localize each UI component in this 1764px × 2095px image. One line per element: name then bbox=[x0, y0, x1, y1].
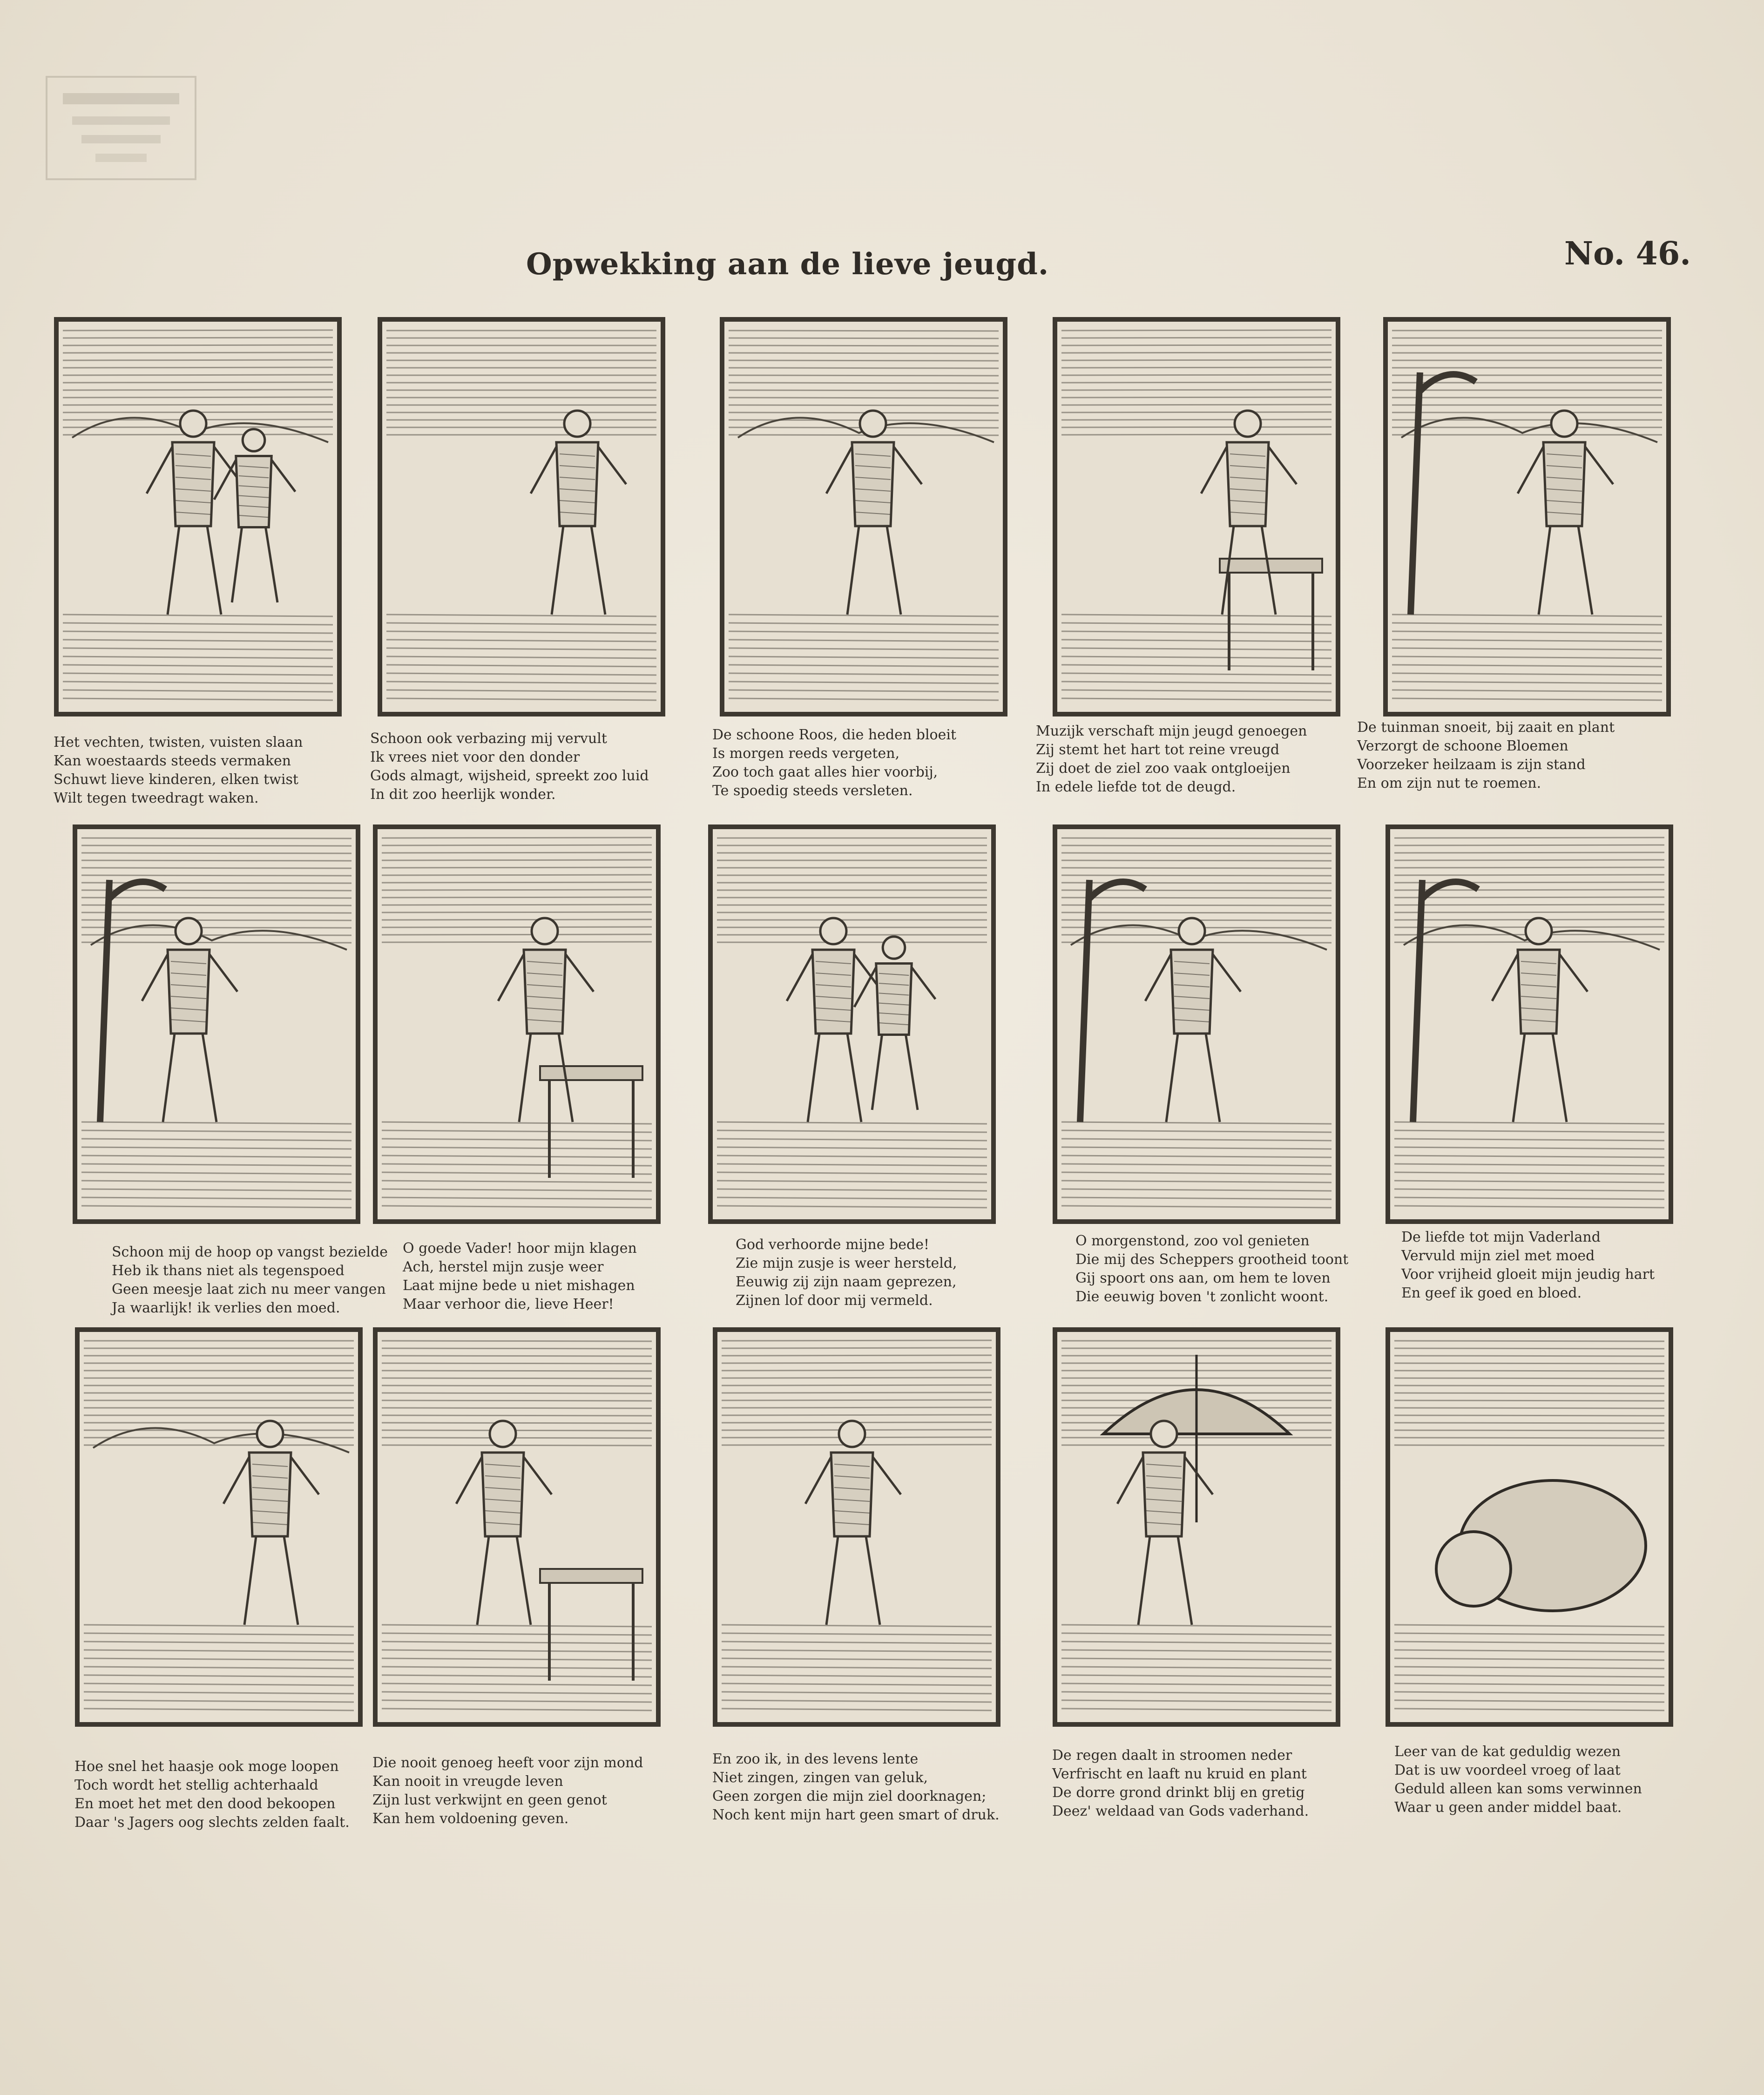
verse-line: De liefde tot mijn Vaderland bbox=[1401, 1229, 1601, 1245]
verse-line: Het vechten, twisten, vuisten slaan bbox=[54, 734, 303, 750]
verse-line: Te spoedig steeds versleten. bbox=[712, 783, 913, 799]
verse-line: Ach, herstel mijn zusje weer bbox=[403, 1259, 604, 1275]
verse-line: Gij spoort ons aan, om hem te loven bbox=[1075, 1270, 1331, 1286]
verse-line: Noch kent mijn hart geen smart of druk. bbox=[712, 1807, 1000, 1823]
verse-13 bbox=[712, 1750, 1034, 1825]
verse-line: Kan woestaards steeds vermaken bbox=[54, 753, 291, 769]
collection-stamp bbox=[44, 74, 198, 182]
verse-line: Voorzeker heilzaam is zijn stand bbox=[1357, 757, 1586, 773]
woodcut-12 bbox=[372, 1327, 661, 1727]
verse-line: Die eeuwig boven 't zonlicht woont. bbox=[1075, 1289, 1329, 1305]
woodcut-illustration bbox=[1052, 824, 1341, 1224]
woodcut-15 bbox=[1385, 1327, 1674, 1727]
woodcut-illustration bbox=[372, 1327, 661, 1727]
verse-line: Ik vrees niet voor den donder bbox=[370, 749, 580, 765]
woodcut-illustration bbox=[1385, 1327, 1674, 1727]
woodcut-illustration bbox=[708, 824, 996, 1224]
verse-line: Voor vrijheid gloeit mijn jeudig hart bbox=[1401, 1266, 1655, 1283]
woodcut-illustration bbox=[712, 1327, 1001, 1727]
verse-3 bbox=[712, 726, 1034, 800]
verse-line: De dorre grond drinkt blij en gretig bbox=[1052, 1784, 1305, 1801]
verse-line: Zie mijn zusje is weer hersteld, bbox=[736, 1255, 957, 1271]
verse-line: Is morgen reeds vergeten, bbox=[712, 745, 900, 762]
woodcut-9 bbox=[1052, 824, 1341, 1224]
verse-line: Zij stemt het hart tot reine vreugd bbox=[1036, 742, 1280, 758]
verse-line: En moet het met den dood bekoopen bbox=[74, 1796, 336, 1812]
verse-12 bbox=[372, 1754, 694, 1828]
verse-line: God verhoorde mijne bede! bbox=[736, 1237, 930, 1253]
verse-line: Schoon ook verbazing mij vervult bbox=[370, 730, 607, 747]
woodcut-13 bbox=[712, 1327, 1001, 1727]
woodcut-illustration bbox=[372, 824, 661, 1224]
verse-line: Gods almagt, wijsheid, spreekt zoo luid bbox=[370, 768, 649, 784]
verse-line: Zij doet de ziel zoo vaak ontgloeijen bbox=[1036, 760, 1291, 777]
woodcut-6 bbox=[72, 824, 361, 1224]
woodcut-illustration bbox=[719, 317, 1008, 717]
verse-line: Leer van de kat geduldig wezen bbox=[1394, 1744, 1621, 1760]
verse-10 bbox=[1401, 1228, 1723, 1303]
woodcut-illustration bbox=[1052, 317, 1341, 717]
verse-line: Wilt tegen tweedragt waken. bbox=[54, 790, 259, 806]
verse-line: Daar 's Jagers oog slechts zelden faalt. bbox=[74, 1814, 350, 1831]
verse-6 bbox=[112, 1243, 433, 1318]
verse-line: Geen meesje laat zich nu meer vangen bbox=[112, 1281, 386, 1298]
woodcut-illustration bbox=[72, 824, 361, 1224]
verse-line: Kan hem voldoening geven. bbox=[372, 1811, 569, 1827]
woodcut-1 bbox=[54, 317, 342, 717]
woodcut-14 bbox=[1052, 1327, 1341, 1727]
verse-line: Heb ik thans niet als tegenspoed bbox=[112, 1263, 345, 1279]
woodcut-3 bbox=[719, 317, 1008, 717]
verse-14 bbox=[1052, 1746, 1373, 1821]
woodcut-illustration bbox=[54, 317, 342, 717]
woodcut-7 bbox=[372, 824, 661, 1224]
verse-line: Die mij des Scheppers grootheid toont bbox=[1075, 1251, 1349, 1268]
verse-line: Zijn lust verkwijnt en geen genot bbox=[372, 1792, 607, 1808]
verse-line: Waar u geen ander middel baat. bbox=[1394, 1799, 1622, 1816]
woodcut-illustration bbox=[1052, 1327, 1341, 1727]
verse-line: Toch wordt het stellig achterhaald bbox=[74, 1777, 318, 1793]
verse-line: Vervuld mijn ziel met moed bbox=[1401, 1248, 1595, 1264]
verse-15 bbox=[1394, 1743, 1716, 1817]
verse-4 bbox=[1036, 722, 1357, 797]
verse-1 bbox=[54, 733, 375, 808]
verse-line: En om zijn nut te roemen. bbox=[1357, 775, 1541, 791]
verse-line: Zijnen lof door mij vermeld. bbox=[736, 1292, 933, 1309]
verse-line: De schoone Roos, die heden bloeit bbox=[712, 727, 957, 743]
woodcut-illustration bbox=[1383, 317, 1671, 717]
verse-line: Dat is uw voordeel vroeg of laat bbox=[1394, 1762, 1621, 1778]
verse-2 bbox=[370, 730, 691, 804]
woodcut-10 bbox=[1385, 824, 1674, 1224]
verse-line: Verfrischt en laaft nu kruid en plant bbox=[1052, 1766, 1307, 1782]
verse-line: En zoo ik, in des levens lente bbox=[712, 1751, 919, 1767]
verse-line: De tuinman snoeit, bij zaait en plant bbox=[1357, 719, 1615, 736]
verse-line: Ja waarlijk! ik verlies den moed. bbox=[112, 1300, 340, 1316]
verse-7 bbox=[403, 1239, 724, 1314]
verse-line: Hoe snel het haasje ook moge loopen bbox=[74, 1758, 339, 1775]
verse-line: Deez' weldaad van Gods vaderhand. bbox=[1052, 1803, 1309, 1819]
verse-11 bbox=[74, 1757, 396, 1832]
woodcut-8 bbox=[708, 824, 996, 1224]
verse-9 bbox=[1075, 1232, 1397, 1306]
woodcut-illustration bbox=[74, 1327, 363, 1727]
verse-line: Kan nooit in vreugde leven bbox=[372, 1773, 563, 1790]
verse-line: Geen zorgen die mijn ziel doorknagen; bbox=[712, 1788, 987, 1804]
verse-line: Verzorgt de schoone Bloemen bbox=[1357, 738, 1568, 754]
verse-line: En geef ik goed en bloed. bbox=[1401, 1285, 1582, 1301]
verse-8 bbox=[736, 1236, 1057, 1310]
verse-line: Zoo toch gaat alles hier voorbij, bbox=[712, 764, 938, 780]
page-title: Opwekking aan de lieve jeugd. bbox=[526, 247, 1049, 282]
verse-line: Die nooit genoeg heeft voor zijn mond bbox=[372, 1755, 643, 1771]
woodcut-5 bbox=[1383, 317, 1671, 717]
verse-line: O goede Vader! hoor mijn klagen bbox=[403, 1240, 637, 1257]
verse-line: Eeuwig zij zijn naam geprezen, bbox=[736, 1274, 957, 1290]
verse-line: Geduld alleen kan soms verwinnen bbox=[1394, 1781, 1642, 1797]
verse-line: Schoon mij de hoop op vangst bezielde bbox=[112, 1244, 388, 1260]
verse-5 bbox=[1357, 718, 1678, 793]
verse-line: Schuwt lieve kinderen, elken twist bbox=[54, 771, 298, 788]
woodcut-4 bbox=[1052, 317, 1341, 717]
woodcut-11 bbox=[74, 1327, 363, 1727]
verse-line: In dit zoo heerlijk wonder. bbox=[370, 786, 556, 803]
verse-line: De regen daalt in stroomen neder bbox=[1052, 1747, 1292, 1764]
woodcut-2 bbox=[377, 317, 666, 717]
woodcut-illustration bbox=[1385, 824, 1674, 1224]
verse-line: Laat mijne bede u niet mishagen bbox=[403, 1277, 635, 1294]
verse-line: In edele liefde tot de deugd. bbox=[1036, 779, 1236, 795]
verse-line: Muzijk verschaft mijn jeugd genoegen bbox=[1036, 723, 1307, 739]
sheet-number: No. 46. bbox=[1564, 235, 1691, 272]
verse-line: Niet zingen, zingen van geluk, bbox=[712, 1770, 928, 1786]
woodcut-illustration bbox=[377, 317, 666, 717]
verse-line: Maar verhoor die, lieve Heer! bbox=[403, 1296, 614, 1312]
verse-line: O morgenstond, zoo vol genieten bbox=[1075, 1233, 1310, 1249]
